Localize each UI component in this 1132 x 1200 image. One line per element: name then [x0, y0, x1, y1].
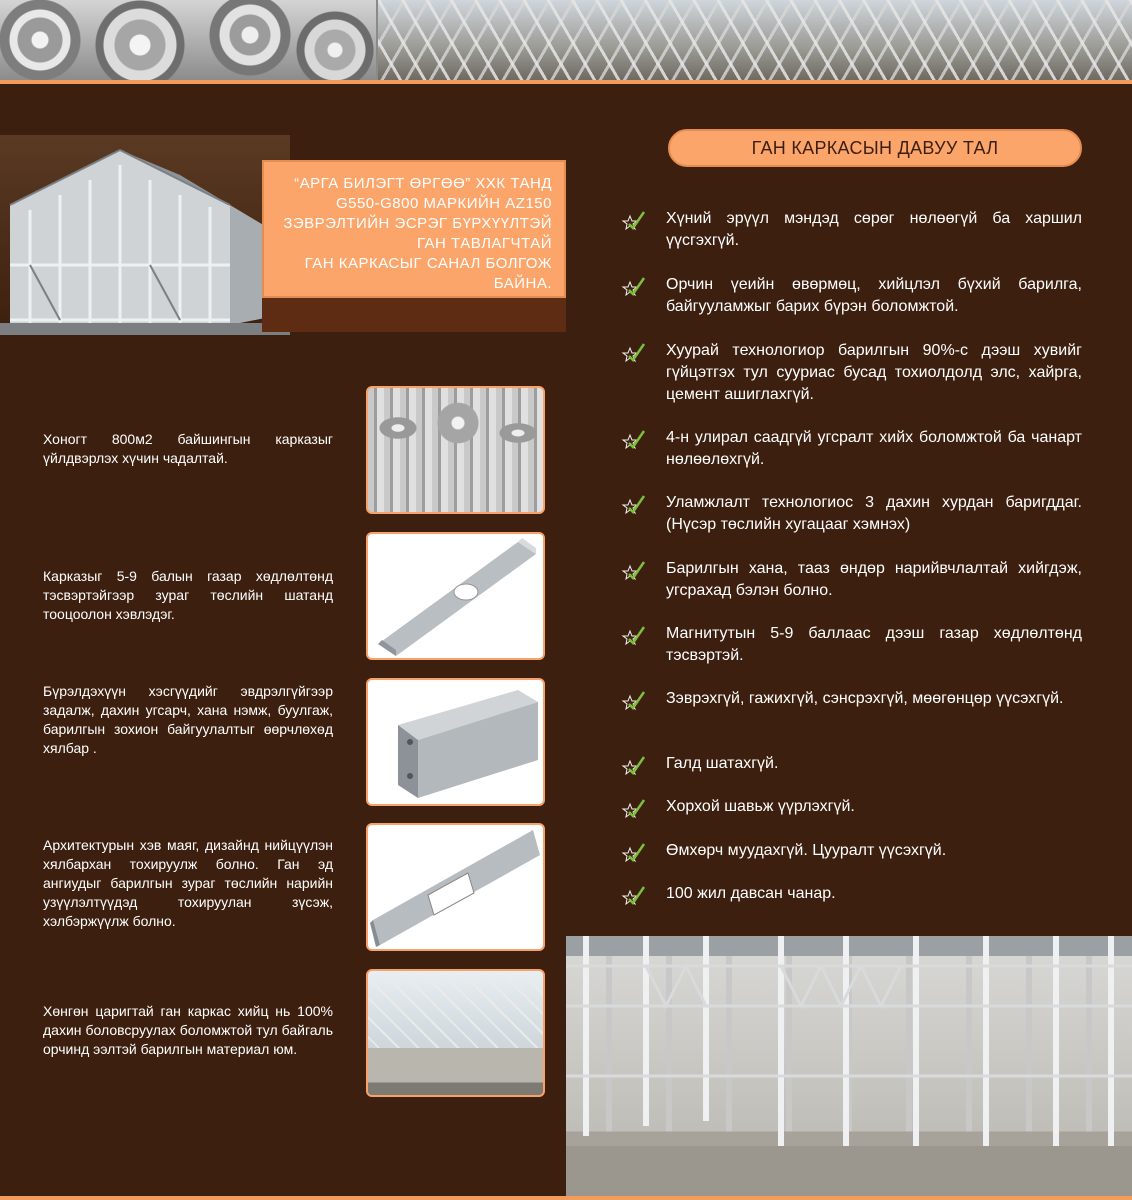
list-item	[620, 623, 1082, 667]
intro-line: ЗЭВРЭЛТИЙН ЭСРЭГ БҮРХҮҮЛТЭЙ	[283, 215, 552, 232]
check-icon	[620, 885, 646, 907]
advantage-text: 100 жил давсан чанар.	[666, 885, 836, 902]
intro-box-shadow	[262, 298, 566, 332]
feature-text-architecture: Архитектурын хэв маяг, дизайнд нийцүүлэн хялбархан тохируулж болно. Ган эд ангиудыг барилгын зураг төслийн нарийн узүүлэлтүүдэд тохируулан зүсэж, хэлбэржүүлж болно.	[43, 837, 333, 929]
house-frame-photo	[0, 135, 290, 335]
check-icon	[620, 755, 646, 777]
check-icon	[620, 690, 646, 712]
list-item	[620, 208, 1082, 252]
intro-line: G550-G800 МАРКИЙН AZ150	[335, 195, 552, 212]
check-icon	[620, 625, 646, 647]
feature-text-recyclable: Хөнгөн царигтай ган каркас хийц нь 100% дахин боловсруулах боломжтой тул байгаль орчинд ээлтэй барилгын материал юм.	[43, 1003, 333, 1057]
intro-box	[262, 160, 566, 298]
list-item	[620, 753, 1082, 775]
check-icon	[620, 276, 646, 298]
list-item	[620, 340, 1082, 406]
advantage-text: Магнитутын 5-9 баллаас дээш газар хөдлөлтөнд тэсвэртэй.	[666, 625, 1082, 664]
advantage-text: Өмхөрч муудахгүй. Цууралт үүсэхгүй.	[666, 842, 947, 859]
feature-image-c-profile	[366, 532, 545, 660]
advantage-text: Уламжлалт технологиос 3 дахин хурдан баригддаг. (Нүсэр төслийн хугацааг хэмнэх)	[666, 494, 1082, 533]
feature-text-earthquake: Карказыг 5-9 балын газар хөдлөлтөнд тэсвэртэйгээр зураг төслийн шатанд тооцоолон хэвлэдэг.	[43, 568, 333, 622]
list-item	[620, 840, 1082, 862]
advantage-text: Зэврэхгүй, гажихгүй, сэнсрэхгүй, мөөгөнцөр үүсэхгүй.	[666, 690, 1064, 707]
check-icon	[620, 798, 646, 820]
list-item	[620, 274, 1082, 318]
feature-image-house-construction	[366, 969, 545, 1097]
check-icon	[620, 560, 646, 582]
advantage-text: Хорхой шавьж үүрлэхгүй.	[666, 798, 855, 815]
check-icon	[620, 494, 646, 516]
steel-frame-building-photo	[378, 0, 1132, 80]
intro-line: БАЙНА.	[493, 275, 552, 292]
intro-line: ГАН КАРКАСЫГ САНАЛ БОЛГОЖ	[304, 255, 552, 272]
intro-line: “АРГА БИЛЭГТ ӨРГӨӨ” ХХК ТАНД	[294, 175, 552, 192]
steel-coils-photo	[0, 0, 376, 80]
list-item	[620, 558, 1082, 602]
advantage-text: Хүний эрүүл мэндэд сөрөг нөлөөгүй ба харшил үүсгэхгүй.	[666, 210, 1082, 249]
advantage-text: Галд шатахгүй.	[666, 755, 779, 772]
check-icon	[620, 842, 646, 864]
house-frame-illustration	[0, 135, 290, 335]
advantage-text: Хуурай технологиор барилгын 90%-с дээш хувийг гүйцэтгэх тул сууриас бусад тохиолдолд элс, хайрга, цемент ашиглахгүй.	[666, 342, 1082, 403]
list-item	[620, 883, 1082, 905]
list-item	[620, 492, 1082, 536]
list-item	[620, 427, 1082, 471]
top-banner	[0, 0, 1132, 80]
check-icon	[620, 429, 646, 451]
feature-image-cut-profile	[366, 823, 545, 951]
bottom-divider	[0, 1196, 1132, 1200]
banner-divider	[0, 80, 1132, 84]
intro-line: ГАН ТАВЛАГЧТАЙ	[416, 235, 552, 252]
feature-text-capacity: Хоногт 800м2 байшингын карказыг үйлдвэрлэх хүчин чадалтай.	[43, 431, 333, 466]
check-icon	[620, 210, 646, 232]
feature-text-disassembly: Бүрэлдэхүүн хэсгүүдийг эвдрэлгүйгээр задалж, дахин угсарч, хана нэмж, буулгаж, барилгын зохион байгуулалтыг өөрчлөхөд хялбар .	[43, 683, 333, 756]
advantage-text: Орчин үеийн өвөрмөц, хийцлэл бүхий барилга, байгууламжыг барих бүрэн боломжтой.	[666, 276, 1082, 315]
advantage-text: 4-н улирал саадгүй угсралт хийх боломжтой ба чанарт нөлөөлөхгүй.	[666, 429, 1082, 468]
advantage-text: Барилгын хана, тааз өндөр нарийвчлалтай хийгдэж, угсрахад бэлэн болно.	[666, 560, 1082, 599]
feature-image-u-profile	[366, 678, 545, 806]
advantages-title: ГАН КАРКАСЫН ДАВУУ ТАЛ	[668, 129, 1082, 167]
list-item	[620, 796, 1082, 818]
interior-steel-frame-photo	[566, 936, 1132, 1200]
feature-image-galvanized-coils	[366, 386, 545, 514]
interior-frame-illustration	[566, 936, 1132, 1200]
list-item	[620, 688, 1082, 710]
check-icon	[620, 342, 646, 364]
